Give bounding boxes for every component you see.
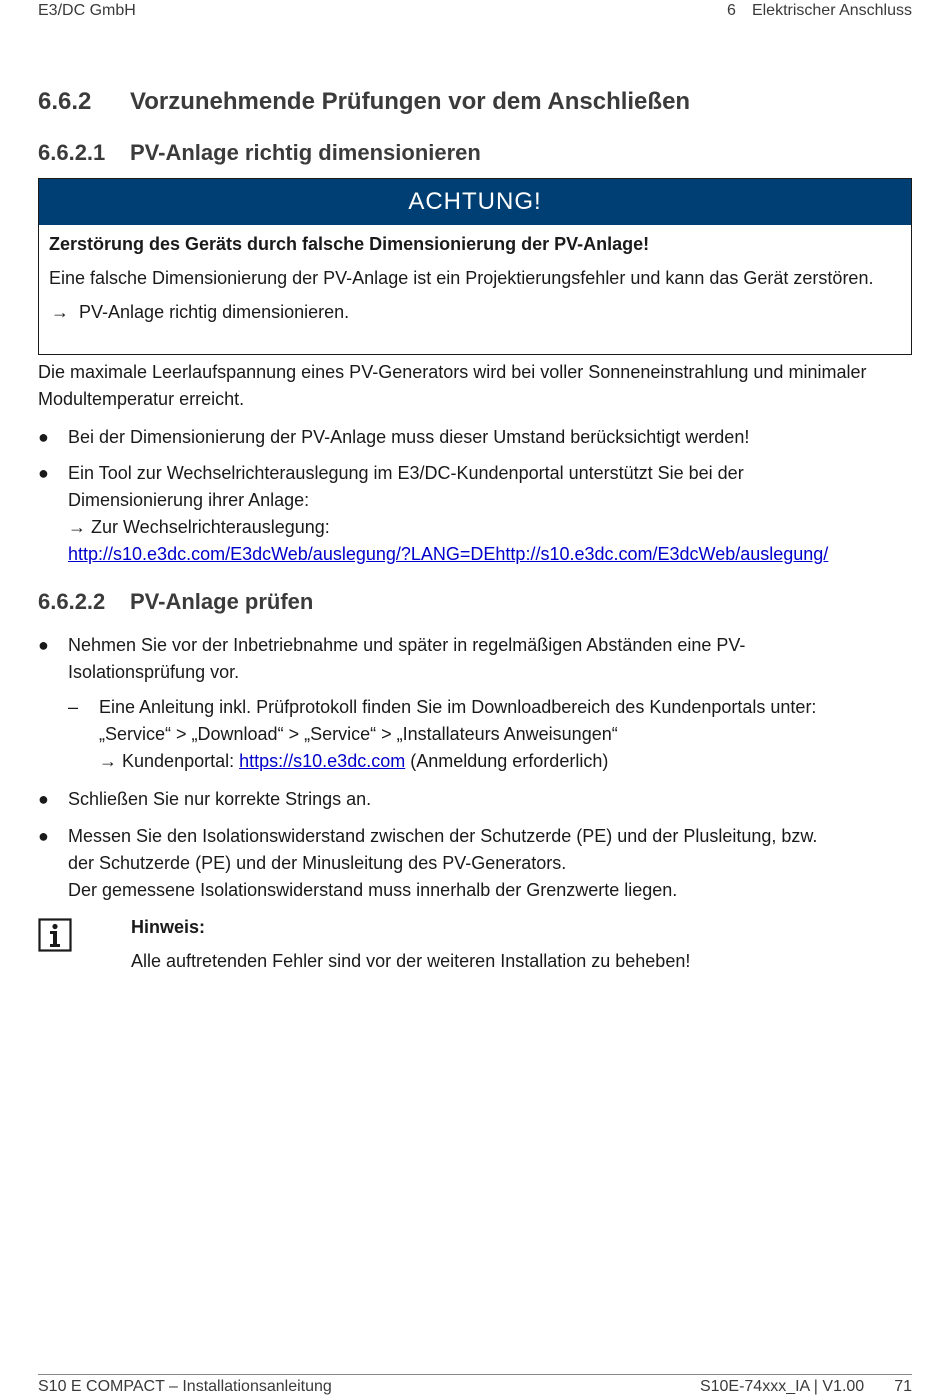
header-chapter-title: Elektrischer Anschluss xyxy=(751,2,912,19)
portal-note: (Anmeldung erforderlich) xyxy=(410,751,609,771)
arrow-icon: → xyxy=(68,517,86,537)
warning-action-text: PV-Anlage richtig dimensionieren. xyxy=(79,302,350,322)
hint-text: Alle auftretenden Fehler sind vor der weiteren Installation zu beheben! xyxy=(131,951,691,971)
arrow-icon: → xyxy=(99,751,117,771)
list-item-line: Isolationsprüfung vor. xyxy=(68,662,240,682)
subsection-1-number: 6.6.2.1 xyxy=(38,140,106,165)
auslegung-link[interactable]: http://s10.e3dc.com/E3dcWeb/auslegung/?LANG=DEhttp://s10.e3dc.com/E3dcWeb/auslegung/ xyxy=(68,544,829,564)
warning-heading: ACHTUNG! xyxy=(39,179,911,225)
warning-title: Zerstörung des Geräts durch falsche Dimensionierung der PV-Anlage! xyxy=(49,234,650,254)
list-item-line: der Schutzerde (PE) und der Minusleitung des PV-Generators. xyxy=(68,853,567,873)
sub-list-line: Eine Anleitung inkl. Prüfprotokoll finden Sie im Downloadbereich des Kundenportals unter: xyxy=(99,697,817,717)
footer-doc-title: S10 E COMPACT – Installationsanleitung xyxy=(38,1378,332,1395)
arrow-icon: → xyxy=(51,302,69,322)
list-item-line: Dimensionierung ihrer Anlage: xyxy=(68,490,310,510)
list-item xyxy=(38,460,914,568)
list-item-line xyxy=(68,514,914,541)
intro-paragraph: Die maximale Leerlaufspannung eines PV-Generators wird bei voller Sonneneinstrahlung und minimaler Modultemperatur erreicht. xyxy=(38,362,867,409)
list-item-text xyxy=(68,823,914,904)
section-number: 6.6.2 xyxy=(38,88,92,115)
list-item-line: Der gemessene Isolationswiderstand muss innerhalb der Grenzwerte liegen. xyxy=(68,880,678,900)
sub-list-line: „Service“ > „Download“ > „Service“ > „Installateurs Anweisungen“ xyxy=(99,724,618,744)
subsection-2-number: 6.6.2.2 xyxy=(38,589,106,614)
portal-link[interactable]: https://s10.e3dc.com xyxy=(239,751,406,771)
info-icon xyxy=(38,918,72,952)
list-item-line: Ein Tool zur Wechselrichterauslegung im E3/DC-Kundenportal unterstützt Sie bei der xyxy=(68,463,744,483)
warning-box xyxy=(38,178,912,355)
warning-text: Eine falsche Dimensionierung der PV-Anlage ist ein Projektierungsfehler und kann das Gerät zerstören. xyxy=(49,268,874,288)
list-item xyxy=(38,632,914,686)
footer-right xyxy=(700,1378,912,1396)
subsection-heading-1 xyxy=(38,140,481,166)
sub-list-line xyxy=(99,748,914,775)
list-item xyxy=(38,424,914,451)
warning-action xyxy=(49,299,901,326)
bullet-icon: ● xyxy=(38,789,49,809)
list-item xyxy=(38,823,914,904)
portal-label: Kundenportal: xyxy=(122,751,235,771)
page-number: 71 xyxy=(894,1378,912,1395)
subsection-2-title: PV-Anlage prüfen xyxy=(130,589,314,614)
header-chapter xyxy=(727,2,912,20)
hint-title: Hinweis: xyxy=(131,917,206,937)
section-heading xyxy=(38,88,690,116)
bullet-icon: ● xyxy=(38,826,49,846)
bullet-icon: ● xyxy=(38,463,49,483)
section-title: Vorzunehmende Prüfungen vor dem Anschließen xyxy=(130,88,691,115)
footer-doc-id: S10E-74xxx_IA | V1.00 xyxy=(699,1378,865,1395)
list-item-text xyxy=(68,460,914,568)
list-item-text xyxy=(68,632,914,686)
list-item-line: Nehmen Sie vor der Inbetriebnahme und später in regelmäßigen Abständen eine PV- xyxy=(68,635,746,655)
list-item-text: Schließen Sie nur korrekte Strings an. xyxy=(68,789,372,809)
bullet-icon: ● xyxy=(38,427,49,447)
subsection-heading-2 xyxy=(38,589,313,615)
header-company: E3/DC GmbH xyxy=(38,2,136,19)
subsection-1-title: PV-Anlage richtig dimensionieren xyxy=(130,140,481,165)
tool-link-label: Zur Wechselrichterauslegung: xyxy=(91,517,330,537)
warning-body xyxy=(39,225,911,326)
bullet-icon: ● xyxy=(38,635,49,655)
dash-icon: – xyxy=(68,697,79,717)
sub-list-item-text xyxy=(99,694,914,775)
list-item xyxy=(38,786,914,813)
sub-list-item xyxy=(68,694,914,775)
list-item-text: Bei der Dimensionierung der PV-Anlage muss dieser Umstand berücksichtigt werden! xyxy=(68,427,750,447)
list-item-line: Messen Sie den Isolationswiderstand zwischen der Schutzerde (PE) und der Plusleitung, bzw. xyxy=(68,826,818,846)
header-chapter-number: 6 xyxy=(727,2,736,19)
footer-divider xyxy=(38,1374,912,1375)
